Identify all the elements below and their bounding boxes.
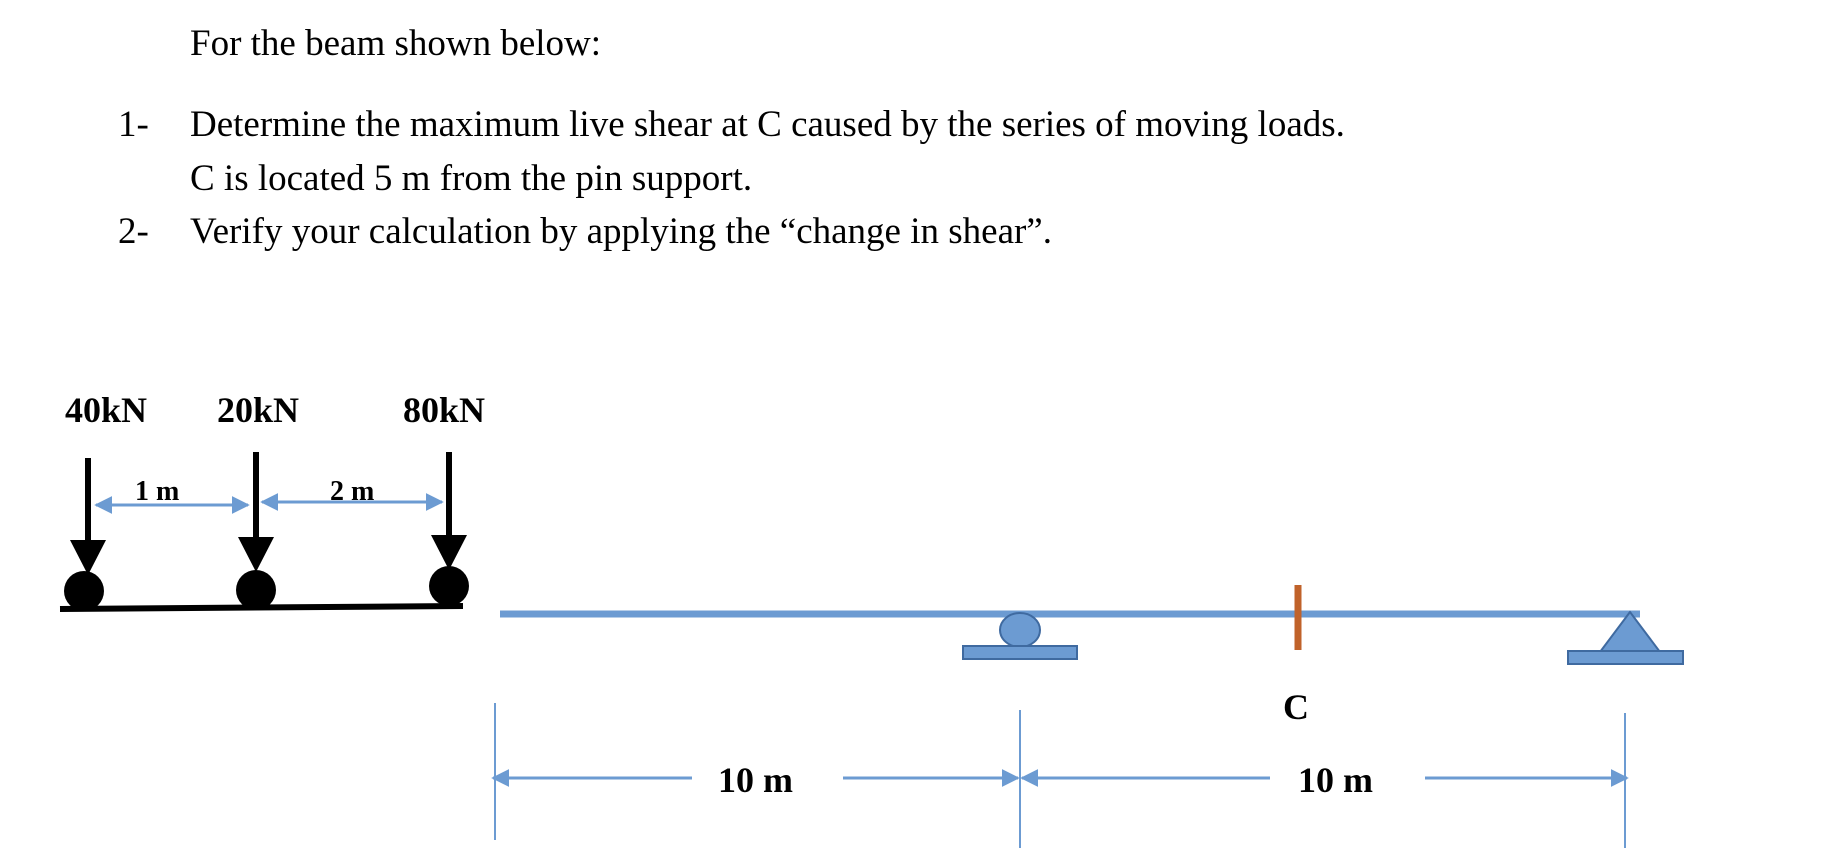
load-train-bar [60,606,463,609]
question-1-number: 1- [118,104,149,145]
intro-text: For the beam shown below: [190,23,602,64]
load-label-80kn: 80kN [403,390,486,430]
spacing-label-2m: 2 m [330,476,375,507]
span-label-2: 10 m [1298,760,1373,800]
load-arrow-80kn [431,452,467,570]
load-arrow-20kn [238,452,274,572]
load-wheel-2 [236,570,276,610]
load-label-20kn: 20kN [217,390,300,430]
pin-support [1568,612,1683,664]
question-2-text: Verify your calculation by applying the “change in shear”. [190,211,1052,252]
point-c-label: C [1283,687,1309,727]
roller-support [963,613,1077,659]
load-wheel-1 [64,571,104,611]
question-1-text: Determine the maximum live shear at C caused by the series of moving loads. [190,104,1345,145]
question-2-number: 2- [118,211,149,252]
span-label-1: 10 m [718,760,793,800]
spacing-label-1m: 1 m [135,476,180,507]
load-label-40kn: 40kN [65,390,148,430]
question-1-continuation: C is located 5 m from the pin support. [190,158,753,199]
load-arrow-40kn [70,458,106,575]
load-wheel-3 [429,566,469,606]
